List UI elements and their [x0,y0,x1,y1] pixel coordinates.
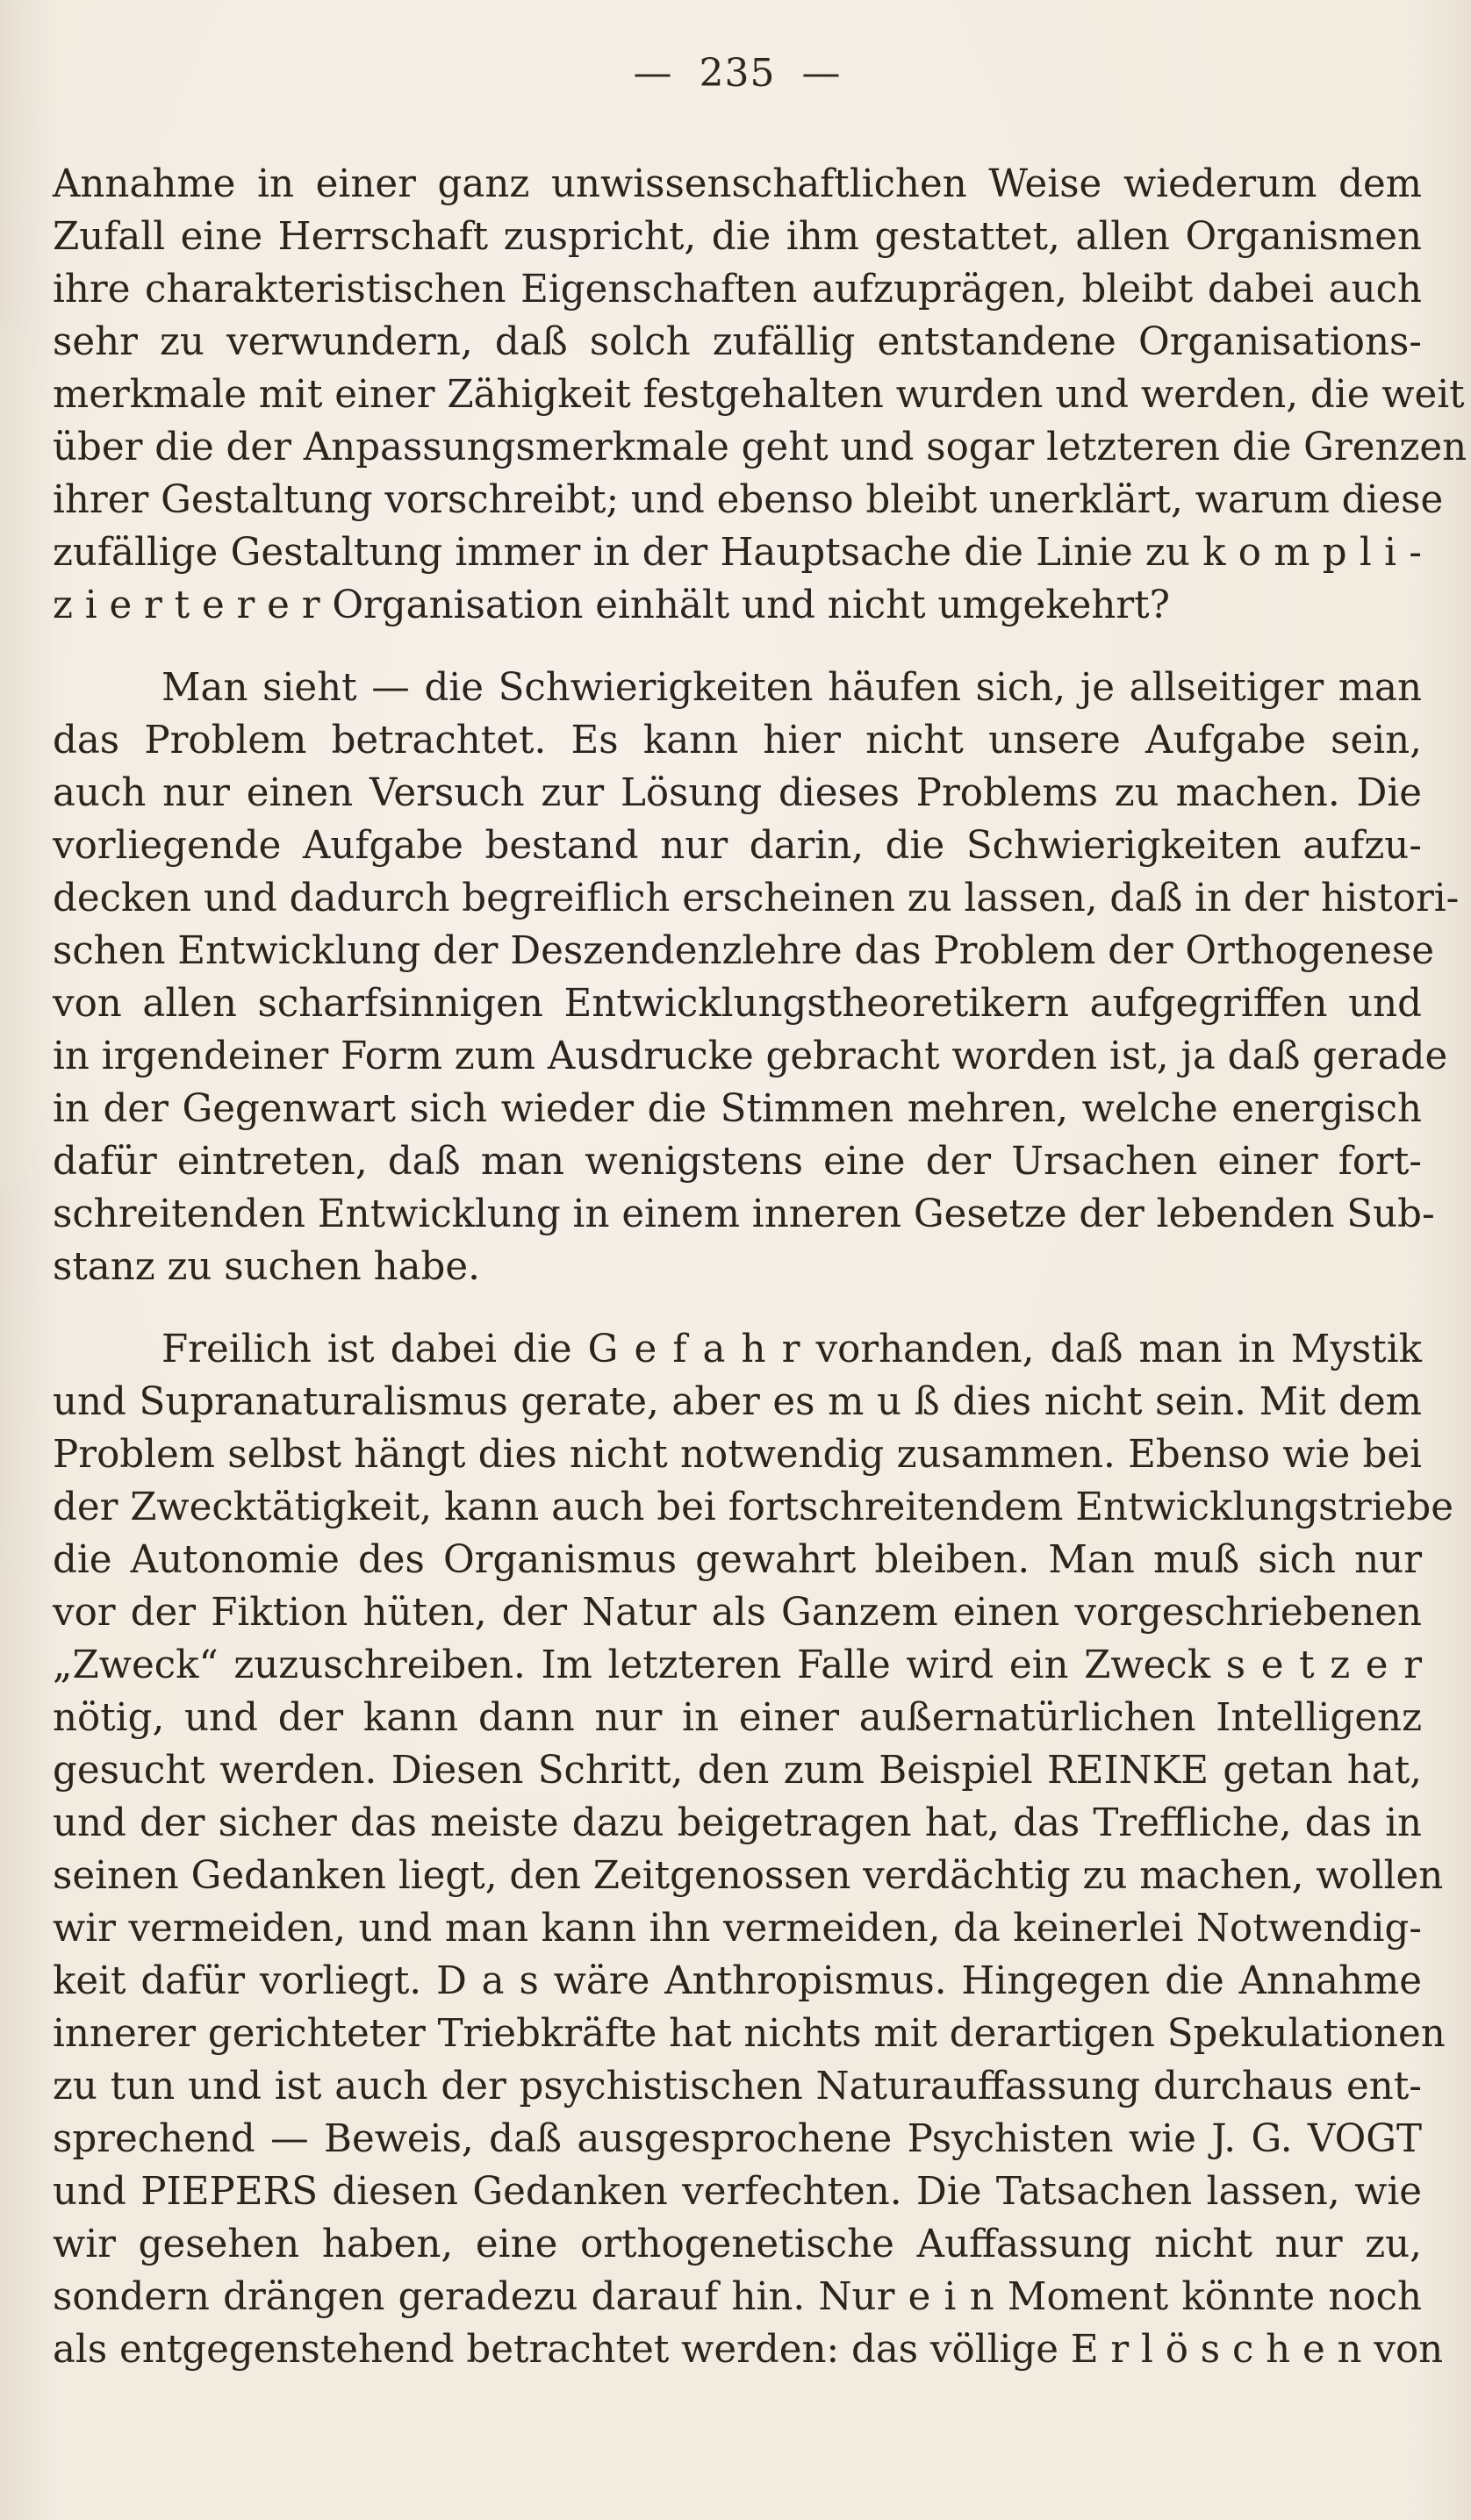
text-line: decken und dadurch begreiflich erscheinen zu lassen, daß in der histori- [53,877,1460,920]
text-line: sehr zu verwundern, daß solch zufällig entstandene Organisations- [53,320,1422,364]
text-line: vor der Fiktion hüten, der Natur als Ganzem einen vorgeschriebenen [53,1591,1422,1635]
text-line: schreitenden Entwicklung in einem inneren Gesetze der lebenden Sub- [53,1192,1435,1236]
text-line: der Zwecktätigkeit, kann auch bei fortschreitendem Entwicklungstriebe [53,1486,1453,1529]
page-number-dash-left: — [633,51,673,96]
text-line: vorliegende Aufgabe bestand nur darin, die Schwierigkeiten aufzu- [53,824,1422,868]
text-line: über die der Anpassungsmerkmale geht und sogar letzteren die Grenzen [53,426,1467,469]
text-line: von allen scharfsinnigen Entwicklungstheoretikern aufgegriffen und [53,982,1422,1026]
text-line: gesucht werden. Diesen Schritt, den zum Beispiel REINKE getan hat, [53,1749,1422,1793]
text-line: innerer gerichteter Triebkräfte hat nichts mit derartigen Spekulationen [53,2012,1446,2056]
text-line: die Autonomie des Organismus gewahrt bleiben. Man muß sich nur [53,1538,1422,1582]
text-line: und Supranaturalismus gerate, aber es m u ß dies nicht sein. Mit dem [53,1380,1422,1424]
text-line: Man sieht — die Schwierigkeiten häufen sich, je allseitiger man [161,666,1422,710]
text-line: wir vermeiden, und man kann ihn vermeiden, da keinerlei Notwendig- [53,1907,1422,1951]
book-page [53,0,1467,2520]
text-line: „Zweck“ zuzuschreiben. Im letzteren Falle wird ein Zweck s e t z e r [53,1643,1422,1687]
text-line: das Problem betrachtet. Es kann hier nicht unsere Aufgabe sein, [53,719,1422,762]
text-line: seinen Gedanken liegt, den Zeitgenossen verdächtig zu machen, wollen [53,1854,1444,1898]
text-line: stanz zu suchen habe. [53,1245,480,1289]
page-number-value: 235 [699,51,776,96]
text-line: wir gesehen haben, eine orthogenetische Auffassung nicht nur zu, [53,2223,1422,2266]
text-line: merkmale mit einer Zähigkeit festgehalten wurden und werden, die weit [53,373,1465,417]
text-line: Problem selbst hängt dies nicht notwendig zusammen. Ebenso wie bei [53,1433,1422,1477]
page-number [53,51,1422,96]
text-line: und der sicher das meiste dazu beigetragen hat, das Treffliche, das in [53,1801,1422,1845]
text-line: ihre charakteristischen Eigenschaften aufzuprägen, bleibt dabei auch [53,268,1422,311]
text-line: und PIEPERS diesen Gedanken verfechten. Die Tatsachen lassen, wie [53,2170,1422,2214]
text-line: Freilich ist dabei die G e f a h r vorhanden, daß man in Mystik [161,1328,1422,1371]
text-line: Zufall eine Herrschaft zuspricht, die ihm gestattet, allen Organismen [53,215,1422,259]
text-line: zu tun und ist auch der psychistischen Naturauffassung durchaus ent- [53,2065,1422,2108]
text-line: als entgegenstehend betrachtet werden: das völlige E r l ö s c h e n von [53,2328,1444,2372]
text-line: sprechend — Beweis, daß ausgesprochene Psychisten wie J. G. VOGT [53,2117,1422,2161]
text-line: sondern drängen geradezu darauf hin. Nur e i n Moment könnte noch [53,2275,1422,2319]
text-line: auch nur einen Versuch zur Lösung dieses Problems zu machen. Die [53,771,1422,815]
text-line: dafür eintreten, daß man wenigstens eine der Ursachen einer fort- [53,1140,1422,1184]
page-number-dash-right: — [801,51,842,96]
text-line: nötig, und der kann dann nur in einer außernatürlichen Intelligenz [53,1696,1422,1740]
text-line: ihrer Gestaltung vorschreibt; und ebenso bleibt unerklärt, warum diese [53,478,1444,522]
text-line: in irgendeiner Form zum Ausdrucke gebracht worden ist, ja daß gerade [53,1034,1448,1078]
text-line: z i e r t e r e r Organisation einhält und nicht umgekehrt? [53,583,1170,627]
text-line: in der Gegenwart sich wieder die Stimmen mehren, welche energisch [53,1087,1422,1131]
text-line: schen Entwicklung der Deszendenzlehre das Problem der Orthogenese [53,929,1434,973]
text-line: keit dafür vorliegt. D a s wäre Anthropismus. Hingegen die Annahme [53,1959,1422,2003]
text-line: Annahme in einer ganz unwissenschaftlichen Weise wiederum dem [53,162,1422,206]
text-line: zufällige Gestaltung immer in der Hauptsache die Linie zu k o m p l i - [53,531,1422,575]
